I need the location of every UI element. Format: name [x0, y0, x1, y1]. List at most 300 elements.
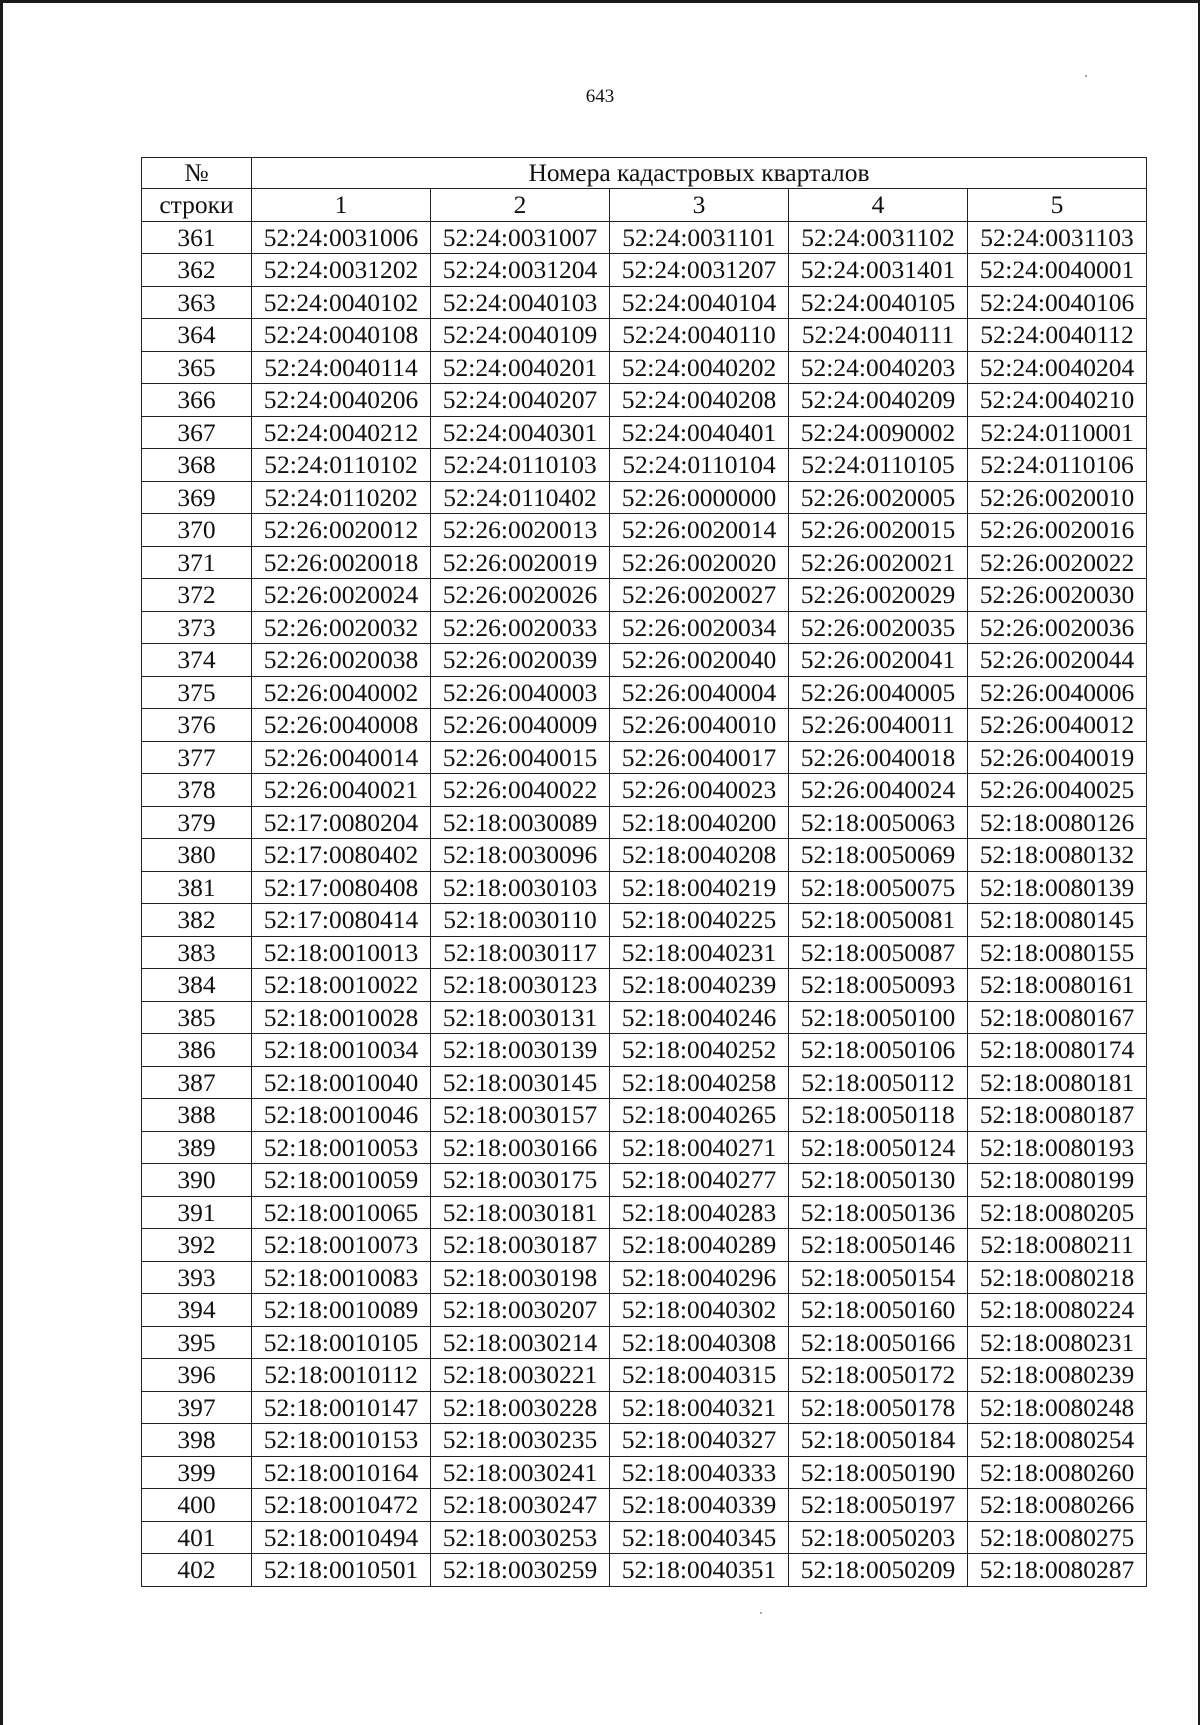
table-row — [142, 839, 1147, 872]
cadastral-number-cell: 52:18:0080181 — [968, 1066, 1147, 1099]
cadastral-number-cell: 52:18:0080211 — [968, 1229, 1147, 1262]
cadastral-number-cell: 52:26:0040022 — [431, 774, 610, 807]
header-row-top — [142, 158, 1147, 189]
row-number-cell: 379 — [142, 806, 252, 839]
cadastral-number-cell: 52:24:0040202 — [610, 351, 789, 384]
table-body — [142, 221, 1147, 1586]
cadastral-number-cell: 52:18:0050130 — [789, 1164, 968, 1197]
table-row — [142, 1424, 1147, 1457]
cadastral-number-cell: 52:18:0080218 — [968, 1261, 1147, 1294]
cadastral-number-cell: 52:17:0080408 — [252, 871, 431, 904]
cadastral-number-cell: 52:24:0031007 — [431, 221, 610, 254]
cadastral-number-cell: 52:26:0040017 — [610, 741, 789, 774]
cadastral-number-cell: 52:18:0030228 — [431, 1391, 610, 1424]
column-header-4: 4 — [789, 189, 968, 222]
cadastral-number-cell: 52:26:0020012 — [252, 514, 431, 547]
cadastral-number-cell: 52:24:0040109 — [431, 319, 610, 352]
cadastral-number-cell: 52:24:0040102 — [252, 286, 431, 319]
cadastral-number-cell: 52:26:0020041 — [789, 644, 968, 677]
row-number-cell: 364 — [142, 319, 252, 352]
cadastral-number-cell: 52:18:0030235 — [431, 1424, 610, 1457]
cadastral-number-cell: 52:18:0010040 — [252, 1066, 431, 1099]
table-row — [142, 514, 1147, 547]
row-number-cell: 368 — [142, 449, 252, 482]
table-row — [142, 1196, 1147, 1229]
cadastral-quarters-table — [141, 157, 1147, 1587]
cadastral-number-cell: 52:18:0040339 — [610, 1489, 789, 1522]
table-row — [142, 1034, 1147, 1067]
cadastral-number-cell: 52:24:0110402 — [431, 481, 610, 514]
cadastral-number-cell: 52:26:0020005 — [789, 481, 968, 514]
cadastral-number-cell: 52:18:0010089 — [252, 1294, 431, 1327]
row-number-cell: 387 — [142, 1066, 252, 1099]
cadastral-number-cell: 52:26:0020022 — [968, 546, 1147, 579]
cadastral-number-cell: 52:24:0090002 — [789, 416, 968, 449]
table-row — [142, 969, 1147, 1002]
row-number-cell: 398 — [142, 1424, 252, 1457]
cadastral-number-cell: 52:26:0020015 — [789, 514, 968, 547]
cadastral-number-cell: 52:26:0040010 — [610, 709, 789, 742]
cadastral-number-cell: 52:18:0010112 — [252, 1359, 431, 1392]
cadastral-number-cell: 52:17:0080414 — [252, 904, 431, 937]
table-row — [142, 1521, 1147, 1554]
cadastral-number-cell: 52:24:0110105 — [789, 449, 968, 482]
cadastral-number-cell: 52:18:0040258 — [610, 1066, 789, 1099]
table-row — [142, 351, 1147, 384]
cadastral-number-cell: 52:26:0040011 — [789, 709, 968, 742]
row-number-cell: 375 — [142, 676, 252, 709]
cadastral-number-cell: 52:18:0080161 — [968, 969, 1147, 1002]
cadastral-number-cell: 52:18:0050146 — [789, 1229, 968, 1262]
cadastral-number-cell: 52:24:0031101 — [610, 221, 789, 254]
cadastral-number-cell: 52:18:0080239 — [968, 1359, 1147, 1392]
cadastral-number-cell: 52:18:0080199 — [968, 1164, 1147, 1197]
row-number-cell: 388 — [142, 1099, 252, 1132]
cadastral-number-cell: 52:26:0020013 — [431, 514, 610, 547]
cadastral-number-cell: 52:26:0020014 — [610, 514, 789, 547]
cadastral-number-cell: 52:26:0040018 — [789, 741, 968, 774]
cadastral-number-cell: 52:18:0080187 — [968, 1099, 1147, 1132]
cadastral-number-cell: 52:18:0040296 — [610, 1261, 789, 1294]
cadastral-number-cell: 52:24:0040401 — [610, 416, 789, 449]
header-row-bottom — [142, 189, 1147, 222]
cadastral-number-cell: 52:24:0040301 — [431, 416, 610, 449]
row-number-cell: 397 — [142, 1391, 252, 1424]
cadastral-number-cell: 52:26:0040021 — [252, 774, 431, 807]
row-number-cell: 385 — [142, 1001, 252, 1034]
row-number-cell: 363 — [142, 286, 252, 319]
cadastral-number-cell: 52:18:0040225 — [610, 904, 789, 937]
cadastral-number-cell: 52:18:0030181 — [431, 1196, 610, 1229]
cadastral-number-cell: 52:24:0110104 — [610, 449, 789, 482]
cadastral-number-cell: 52:18:0040321 — [610, 1391, 789, 1424]
cadastral-number-cell: 52:24:0110106 — [968, 449, 1147, 482]
cadastral-number-cell: 52:18:0050087 — [789, 936, 968, 969]
cadastral-number-cell: 52:26:0040023 — [610, 774, 789, 807]
table-row — [142, 806, 1147, 839]
cadastral-number-cell: 52:18:0050209 — [789, 1554, 968, 1587]
cadastral-number-cell: 52:18:0080139 — [968, 871, 1147, 904]
row-number-cell: 394 — [142, 1294, 252, 1327]
cadastral-number-cell: 52:18:0040252 — [610, 1034, 789, 1067]
cadastral-number-cell: 52:18:0080266 — [968, 1489, 1147, 1522]
table-row — [142, 384, 1147, 417]
table-row — [142, 1294, 1147, 1327]
cadastral-number-cell: 52:18:0050063 — [789, 806, 968, 839]
cadastral-number-cell: 52:18:0010083 — [252, 1261, 431, 1294]
cadastral-number-cell: 52:26:0040019 — [968, 741, 1147, 774]
cadastral-number-cell: 52:26:0040015 — [431, 741, 610, 774]
table-row — [142, 579, 1147, 612]
cadastral-number-cell: 52:18:0030089 — [431, 806, 610, 839]
cadastral-number-cell: 52:18:0010501 — [252, 1554, 431, 1587]
cadastral-number-cell: 52:18:0030253 — [431, 1521, 610, 1554]
row-number-cell: 374 — [142, 644, 252, 677]
row-number-header-bottom: строки — [142, 189, 252, 222]
cadastral-number-cell: 52:18:0050166 — [789, 1326, 968, 1359]
cadastral-number-cell: 52:18:0030117 — [431, 936, 610, 969]
cadastral-number-cell: 52:18:0050184 — [789, 1424, 968, 1457]
column-header-1: 1 — [252, 189, 431, 222]
cadastral-number-cell: 52:18:0040271 — [610, 1131, 789, 1164]
cadastral-number-cell: 52:18:0010034 — [252, 1034, 431, 1067]
row-number-cell: 369 — [142, 481, 252, 514]
cadastral-number-cell: 52:18:0050160 — [789, 1294, 968, 1327]
cadastral-number-cell: 52:18:0080224 — [968, 1294, 1147, 1327]
table-row — [142, 676, 1147, 709]
cadastral-number-cell: 52:18:0040239 — [610, 969, 789, 1002]
cadastral-number-cell: 52:24:0110102 — [252, 449, 431, 482]
cadastral-number-cell: 52:24:0040103 — [431, 286, 610, 319]
row-number-cell: 376 — [142, 709, 252, 742]
column-header-5: 5 — [968, 189, 1147, 222]
table-row — [142, 709, 1147, 742]
table-row — [142, 644, 1147, 677]
table-row — [142, 774, 1147, 807]
row-number-cell: 381 — [142, 871, 252, 904]
cadastral-number-cell: 52:18:0050154 — [789, 1261, 968, 1294]
cadastral-number-cell: 52:18:0010164 — [252, 1456, 431, 1489]
row-number-cell: 378 — [142, 774, 252, 807]
row-number-cell: 386 — [142, 1034, 252, 1067]
cadastral-number-cell: 52:18:0080193 — [968, 1131, 1147, 1164]
cadastral-number-cell: 52:18:0040265 — [610, 1099, 789, 1132]
scan-border-top — [0, 0, 1200, 3]
table-row — [142, 741, 1147, 774]
cadastral-number-cell: 52:18:0010065 — [252, 1196, 431, 1229]
row-number-cell: 399 — [142, 1456, 252, 1489]
cadastral-number-cell: 52:18:0040231 — [610, 936, 789, 969]
row-number-header-top: № — [142, 158, 252, 189]
cadastral-number-cell: 52:24:0040105 — [789, 286, 968, 319]
cadastral-number-cell: 52:24:0031207 — [610, 254, 789, 287]
group-title-header: Номера кадастровых кварталов — [252, 158, 1147, 189]
cadastral-number-cell: 52:24:0031202 — [252, 254, 431, 287]
row-number-cell: 401 — [142, 1521, 252, 1554]
cadastral-number-cell: 52:26:0020032 — [252, 611, 431, 644]
cadastral-number-cell: 52:18:0050093 — [789, 969, 968, 1002]
cadastral-number-cell: 52:18:0050190 — [789, 1456, 968, 1489]
column-header-2: 2 — [431, 189, 610, 222]
cadastral-number-cell: 52:26:0020034 — [610, 611, 789, 644]
row-number-cell: 396 — [142, 1359, 252, 1392]
cadastral-number-cell: 52:18:0080132 — [968, 839, 1147, 872]
cadastral-number-cell: 52:17:0080204 — [252, 806, 431, 839]
cadastral-number-cell: 52:18:0030221 — [431, 1359, 610, 1392]
cadastral-number-cell: 52:24:0031401 — [789, 254, 968, 287]
table-row — [142, 481, 1147, 514]
cadastral-number-cell: 52:24:0040209 — [789, 384, 968, 417]
cadastral-number-cell: 52:18:0040277 — [610, 1164, 789, 1197]
cadastral-number-cell: 52:24:0040001 — [968, 254, 1147, 287]
row-number-cell: 382 — [142, 904, 252, 937]
cadastral-number-cell: 52:26:0040024 — [789, 774, 968, 807]
row-number-cell: 392 — [142, 1229, 252, 1262]
cadastral-number-cell: 52:18:0030131 — [431, 1001, 610, 1034]
cadastral-number-cell: 52:18:0080287 — [968, 1554, 1147, 1587]
cadastral-number-cell: 52:18:0010494 — [252, 1521, 431, 1554]
cadastral-number-cell: 52:26:0040006 — [968, 676, 1147, 709]
scan-speck — [760, 1612, 762, 1614]
cadastral-number-cell: 52:26:0020019 — [431, 546, 610, 579]
cadastral-number-cell: 52:24:0040112 — [968, 319, 1147, 352]
cadastral-number-cell: 52:24:0040210 — [968, 384, 1147, 417]
cadastral-number-cell: 52:26:0020040 — [610, 644, 789, 677]
row-number-cell: 391 — [142, 1196, 252, 1229]
cadastral-number-cell: 52:18:0030214 — [431, 1326, 610, 1359]
cadastral-number-cell: 52:18:0040208 — [610, 839, 789, 872]
cadastral-number-cell: 52:26:0020026 — [431, 579, 610, 612]
cadastral-number-cell: 52:18:0040351 — [610, 1554, 789, 1587]
cadastral-number-cell: 52:26:0040009 — [431, 709, 610, 742]
cadastral-number-cell: 52:18:0050100 — [789, 1001, 968, 1034]
row-number-cell: 384 — [142, 969, 252, 1002]
cadastral-number-cell: 52:18:0030139 — [431, 1034, 610, 1067]
table-row — [142, 1131, 1147, 1164]
cadastral-number-cell: 52:18:0050075 — [789, 871, 968, 904]
cadastral-number-cell: 52:26:0020016 — [968, 514, 1147, 547]
column-header-3: 3 — [610, 189, 789, 222]
cadastral-number-cell: 52:18:0010105 — [252, 1326, 431, 1359]
cadastral-number-cell: 52:18:0010147 — [252, 1391, 431, 1424]
cadastral-number-cell: 52:18:0040345 — [610, 1521, 789, 1554]
table-row — [142, 1456, 1147, 1489]
row-number-cell: 389 — [142, 1131, 252, 1164]
cadastral-number-cell: 52:18:0010073 — [252, 1229, 431, 1262]
cadastral-number-cell: 52:18:0050106 — [789, 1034, 968, 1067]
cadastral-number-cell: 52:26:0020038 — [252, 644, 431, 677]
row-number-cell: 380 — [142, 839, 252, 872]
cadastral-number-cell: 52:26:0020024 — [252, 579, 431, 612]
cadastral-number-cell: 52:18:0030166 — [431, 1131, 610, 1164]
table-row — [142, 1359, 1147, 1392]
cadastral-number-cell: 52:26:0020039 — [431, 644, 610, 677]
cadastral-number-cell: 52:24:0040207 — [431, 384, 610, 417]
cadastral-number-cell: 52:26:0020010 — [968, 481, 1147, 514]
cadastral-number-cell: 52:18:0010028 — [252, 1001, 431, 1034]
row-number-cell: 402 — [142, 1554, 252, 1587]
row-number-cell: 370 — [142, 514, 252, 547]
cadastral-number-cell: 52:18:0050124 — [789, 1131, 968, 1164]
cadastral-number-cell: 52:24:0110103 — [431, 449, 610, 482]
scan-border-left — [0, 0, 3, 1725]
cadastral-number-cell: 52:18:0050197 — [789, 1489, 968, 1522]
table-row — [142, 1164, 1147, 1197]
table-row — [142, 1326, 1147, 1359]
cadastral-number-cell: 52:18:0040302 — [610, 1294, 789, 1327]
cadastral-number-cell: 52:18:0010059 — [252, 1164, 431, 1197]
cadastral-number-cell: 52:18:0050112 — [789, 1066, 968, 1099]
cadastral-number-cell: 52:24:0040204 — [968, 351, 1147, 384]
cadastral-number-cell: 52:24:0110202 — [252, 481, 431, 514]
table-row — [142, 1489, 1147, 1522]
cadastral-number-cell: 52:26:0020029 — [789, 579, 968, 612]
cadastral-number-cell: 52:18:0040308 — [610, 1326, 789, 1359]
row-number-cell: 383 — [142, 936, 252, 969]
cadastral-number-cell: 52:18:0010153 — [252, 1424, 431, 1457]
cadastral-number-cell: 52:18:0080126 — [968, 806, 1147, 839]
cadastral-number-cell: 52:24:0040114 — [252, 351, 431, 384]
cadastral-number-cell: 52:26:0000000 — [610, 481, 789, 514]
cadastral-number-cell: 52:26:0040004 — [610, 676, 789, 709]
cadastral-number-cell: 52:24:0040201 — [431, 351, 610, 384]
cadastral-number-cell: 52:18:0080167 — [968, 1001, 1147, 1034]
cadastral-number-cell: 52:26:0040012 — [968, 709, 1147, 742]
table-row — [142, 611, 1147, 644]
cadastral-number-cell: 52:24:0040203 — [789, 351, 968, 384]
row-number-cell: 361 — [142, 221, 252, 254]
table-row — [142, 416, 1147, 449]
page-number: 643 — [585, 86, 615, 107]
row-number-cell: 362 — [142, 254, 252, 287]
cadastral-number-cell: 52:18:0040200 — [610, 806, 789, 839]
table-row — [142, 1099, 1147, 1132]
cadastral-number-cell: 52:18:0030187 — [431, 1229, 610, 1262]
cadastral-number-cell: 52:18:0010013 — [252, 936, 431, 969]
cadastral-number-cell: 52:18:0030241 — [431, 1456, 610, 1489]
table-row — [142, 1554, 1147, 1587]
cadastral-number-cell: 52:24:0031204 — [431, 254, 610, 287]
cadastral-number-cell: 52:18:0080254 — [968, 1424, 1147, 1457]
cadastral-number-cell: 52:18:0030247 — [431, 1489, 610, 1522]
cadastral-number-cell: 52:26:0020030 — [968, 579, 1147, 612]
row-number-cell: 367 — [142, 416, 252, 449]
cadastral-number-cell: 52:18:0010046 — [252, 1099, 431, 1132]
table-row — [142, 1261, 1147, 1294]
cadastral-number-cell: 52:26:0020044 — [968, 644, 1147, 677]
cadastral-number-cell: 52:26:0040014 — [252, 741, 431, 774]
row-number-cell: 365 — [142, 351, 252, 384]
cadastral-number-cell: 52:18:0080155 — [968, 936, 1147, 969]
cadastral-number-cell: 52:18:0050172 — [789, 1359, 968, 1392]
cadastral-number-cell: 52:26:0040005 — [789, 676, 968, 709]
cadastral-number-cell: 52:26:0020021 — [789, 546, 968, 579]
cadastral-number-cell: 52:24:0040104 — [610, 286, 789, 319]
cadastral-number-cell: 52:18:0030175 — [431, 1164, 610, 1197]
row-number-cell: 377 — [142, 741, 252, 774]
cadastral-number-cell: 52:24:0110001 — [968, 416, 1147, 449]
table-row — [142, 449, 1147, 482]
table-row — [142, 254, 1147, 287]
row-number-cell: 371 — [142, 546, 252, 579]
cadastral-number-cell: 52:18:0030207 — [431, 1294, 610, 1327]
table-row — [142, 1229, 1147, 1262]
cadastral-number-cell: 52:24:0040206 — [252, 384, 431, 417]
cadastral-number-cell: 52:18:0040289 — [610, 1229, 789, 1262]
cadastral-number-cell: 52:26:0020035 — [789, 611, 968, 644]
cadastral-number-cell: 52:26:0020036 — [968, 611, 1147, 644]
row-number-cell: 400 — [142, 1489, 252, 1522]
cadastral-number-cell: 52:18:0030198 — [431, 1261, 610, 1294]
cadastral-number-cell: 52:18:0030145 — [431, 1066, 610, 1099]
cadastral-number-cell: 52:18:0030123 — [431, 969, 610, 1002]
table-row — [142, 319, 1147, 352]
row-number-cell: 393 — [142, 1261, 252, 1294]
cadastral-number-cell: 52:18:0050136 — [789, 1196, 968, 1229]
scan-speck — [1085, 75, 1087, 77]
table-row — [142, 1001, 1147, 1034]
cadastral-number-cell: 52:24:0031006 — [252, 221, 431, 254]
table-row — [142, 221, 1147, 254]
cadastral-number-cell: 52:18:0040327 — [610, 1424, 789, 1457]
cadastral-number-cell: 52:18:0080174 — [968, 1034, 1147, 1067]
table-header — [142, 158, 1147, 222]
cadastral-number-cell: 52:24:0040111 — [789, 319, 968, 352]
cadastral-number-cell: 52:24:0031102 — [789, 221, 968, 254]
cadastral-number-cell: 52:18:0030110 — [431, 904, 610, 937]
cadastral-number-cell: 52:18:0040219 — [610, 871, 789, 904]
cadastral-number-cell: 52:18:0030157 — [431, 1099, 610, 1132]
cadastral-number-cell: 52:24:0040106 — [968, 286, 1147, 319]
cadastral-number-cell: 52:18:0080205 — [968, 1196, 1147, 1229]
cadastral-number-cell: 52:18:0010053 — [252, 1131, 431, 1164]
cadastral-number-cell: 52:18:0080145 — [968, 904, 1147, 937]
cadastral-number-cell: 52:18:0030096 — [431, 839, 610, 872]
cadastral-number-cell: 52:24:0040108 — [252, 319, 431, 352]
table-row — [142, 1391, 1147, 1424]
table-row — [142, 1066, 1147, 1099]
cadastral-number-cell: 52:17:0080402 — [252, 839, 431, 872]
table-row — [142, 546, 1147, 579]
cadastral-number-cell: 52:18:0040315 — [610, 1359, 789, 1392]
cadastral-number-cell: 52:18:0080248 — [968, 1391, 1147, 1424]
cadastral-number-cell: 52:18:0050178 — [789, 1391, 968, 1424]
cadastral-number-cell: 52:26:0040003 — [431, 676, 610, 709]
cadastral-number-cell: 52:24:0040110 — [610, 319, 789, 352]
cadastral-number-cell: 52:18:0050069 — [789, 839, 968, 872]
table-row — [142, 871, 1147, 904]
cadastral-number-cell: 52:18:0080231 — [968, 1326, 1147, 1359]
row-number-cell: 395 — [142, 1326, 252, 1359]
cadastral-number-cell: 52:24:0040208 — [610, 384, 789, 417]
cadastral-number-cell: 52:26:0020027 — [610, 579, 789, 612]
cadastral-number-cell: 52:18:0080260 — [968, 1456, 1147, 1489]
cadastral-number-cell: 52:18:0010472 — [252, 1489, 431, 1522]
row-number-cell: 390 — [142, 1164, 252, 1197]
cadastral-number-cell: 52:18:0040333 — [610, 1456, 789, 1489]
cadastral-number-cell: 52:18:0040283 — [610, 1196, 789, 1229]
cadastral-number-cell: 52:24:0040212 — [252, 416, 431, 449]
table-row — [142, 286, 1147, 319]
table-row — [142, 936, 1147, 969]
cadastral-number-cell: 52:26:0020033 — [431, 611, 610, 644]
cadastral-number-cell: 52:26:0020018 — [252, 546, 431, 579]
cadastral-number-cell: 52:26:0040008 — [252, 709, 431, 742]
table-row — [142, 904, 1147, 937]
cadastral-number-cell: 52:24:0031103 — [968, 221, 1147, 254]
cadastral-number-cell: 52:18:0030103 — [431, 871, 610, 904]
cadastral-number-cell: 52:26:0020020 — [610, 546, 789, 579]
